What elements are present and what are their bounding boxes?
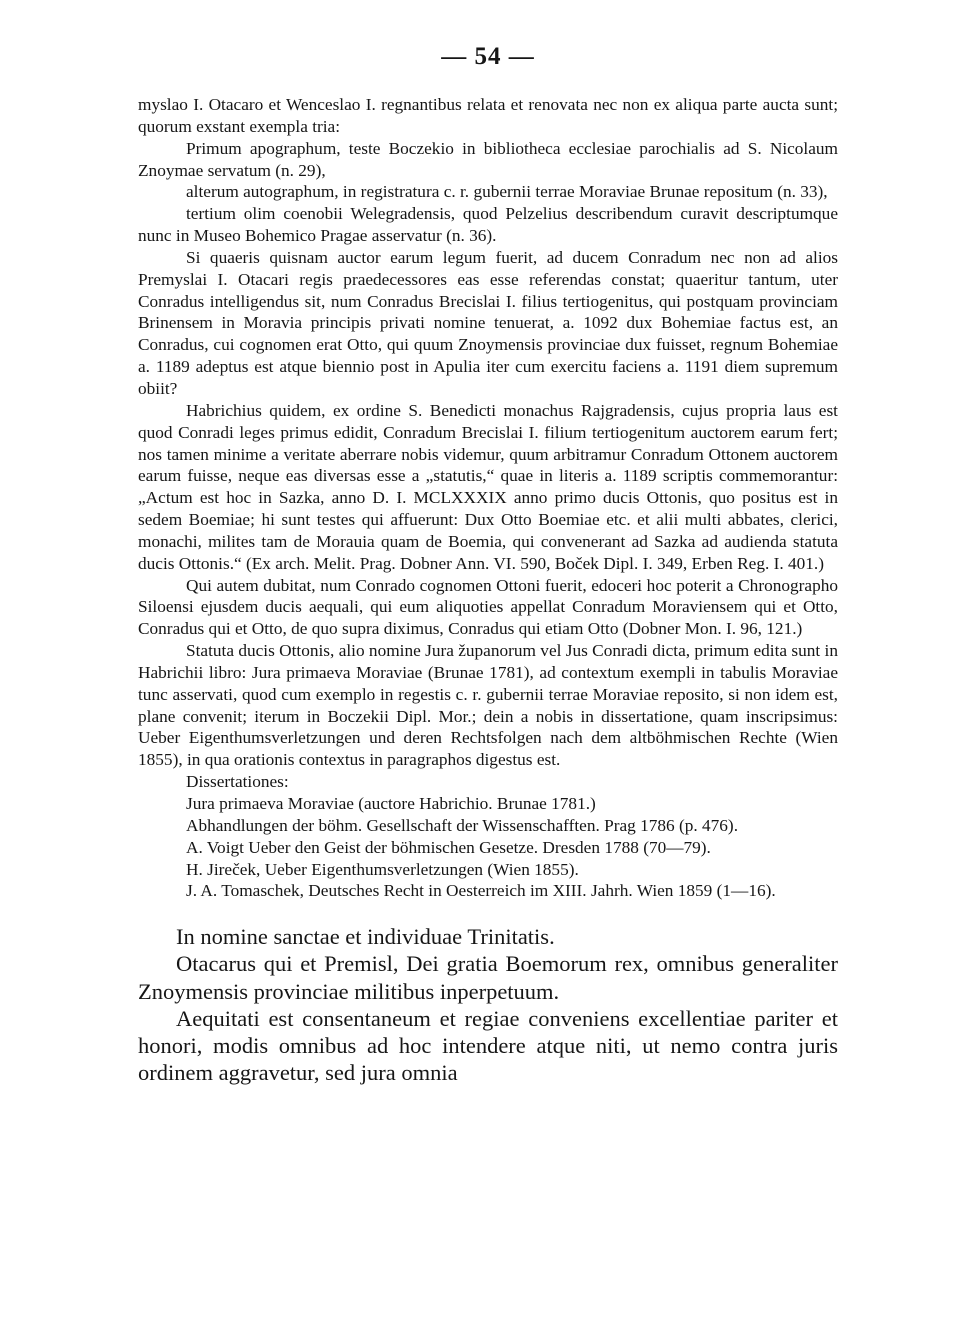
paragraph: Habrichius quidem, ex ordine S. Benedicti monachus Rajgradensis, cujus propria laus est quod Conradi leges primus edidit, Conradum Brecislai I. filium tertiogenitum auctorem earum fert; nos tamen minime a veritate aberrare nobis videmur, quum arbitramur Conradum Ottonem auctorem earum fuisse, neque eas diversas esse a „statutis,“ quae in literis a. 1189 scriptis commemorantur: „Actum est hoc in Sazka, anno D. I. MCLXXXIX anno primo ducis Ottonis, quo positus est in sedem Boemiae; hi sunt testes qui affuerunt: Dux Otto Boemiae etc. et alii multi abbates, clerici, monachi, milites tam de Morauia quam de Boemia, qui convenerant ad Sazka ad audienda statuta ducis Ottonis.“ (Ex arch. Melit. Prag. Dobner Ann. VI. 590, Boček Dipl. I. 349, Erben Reg. I. 401.): [138, 400, 838, 573]
paragraph: Statuta ducis Ottonis, alio nomine Jura županorum vel Jus Conradi dicta, primum edita sunt in Habrichii libro: Jura primaeva Moraviae (Brunae 1781), ad contextum exempli in tabulis Moraviae tunc asservati, quod cum exemplo in regestis c. r. gubernii terrae Moraviae reposito, si non idem est, plane convenit; iterum in Boczekii Dipl. Mor.; dein a nobis in dissertatione, quam inscripsimus: Ueber Eigenthumsverletzungen und deren Rechtsfolgen nach dem altböhmischen Rechte (Wien 1855), in qua orationis contextus in paragraphos digestus est.: [138, 641, 838, 770]
charter-arenga: Aequitati est consentaneum et regiae conveniens excellentiae pariter et honori, modis omnibus ad hoc intendere atque niti, ut nemo contra juris ordinem aggravetur, sed jura omnia: [138, 1005, 838, 1086]
paragraph: Qui autem dubitat, num Conrado cognomen Ottoni fuerit, edoceri hoc poterit a Chronographo Siloensi ejusdem ducis aequali, qui eum aliquoties appellat Conradum Moraviensem qui et Otto, Conradus qui et Otto, de quo supra diximus, Conradus qui etiam Otto (Dobner Mon. I. 96, 121.): [138, 575, 838, 639]
charter-section: [138, 923, 838, 1086]
charter-intitulatio: Otacarus qui et Premisl, Dei gratia Boemorum rex, omnibus generaliter Znoymensis provinciae militibus inperpetuum.: [138, 951, 838, 1004]
charter-invocation: In nomine sanctae et individuae Trinitatis.: [176, 924, 555, 950]
bibliography-item: J. A. Tomaschek, Deutsches Recht in Oesterreich im XIII. Jahrh. Wien 1859 (1—16).: [186, 881, 776, 901]
bibliography-item: A. Voigt Ueber den Geist der böhmischen Gesetze. Dresden 1788 (70—79).: [186, 837, 711, 857]
bibliography-item: H. Jireček, Ueber Eigenthumsverletzungen (Wien 1855).: [186, 859, 579, 879]
bibliography-item: Abhandlungen der böhm. Gesellschaft der Wissenschafften. Prag 1786 (p. 476).: [186, 815, 739, 835]
page-number: — 54 —: [441, 43, 535, 70]
paragraph: Si quaeris quisnam auctor earum legum fuerit, ad ducem Conradum nec non ad alios Premyslai I. Otacari regis praedecessores eas esse referendas constat; quaeritur tantum, uter Conradus intelligendus sit, num Conradus Brecislai I. filius tertiogenitus, qui postquam provinciam Brinensem in Moravia principis privati nomine tenuerat, a. 1092 dux Bohemiae factus est, an Conradus, cui cognomen erat Otto, qui quum Znoymensis provinciae dux fuisset, regnum Bohemiae a. 1189 adeptus est atque biennio post in Apulia iter cum exercitu faciens a. 1191 diem supremum obiit?: [138, 247, 838, 398]
paragraph: myslao I. Otacaro et Wenceslao I. regnantibus relata et renovata nec non ex aliqua parte aucta sunt; quorum exstant exempla tria:: [138, 95, 838, 136]
paragraph: Primum apographum, teste Boczekio in bibliotheca ecclesiae parochialis ad S. Nicolaum Znoymae servatum (n. 29),: [138, 138, 838, 180]
dissertationes-heading: Dissertationes:: [186, 772, 289, 792]
bibliography-item: Jura primaeva Moraviae (auctore Habrichio. Brunae 1781.): [186, 794, 596, 813]
commentary-section: [138, 94, 838, 902]
document-page: [138, 44, 838, 1086]
paragraph: alterum autographum, in registratura c. r. gubernii terrae Moraviae Brunae repositum (n. 33),: [186, 182, 828, 202]
paragraph: tertium olim coenobii Welegradensis, quod Pelzelius describendum curavit descriptumque nunc in Museo Bohemico Pragae asservatur (n. 36).: [138, 204, 838, 246]
